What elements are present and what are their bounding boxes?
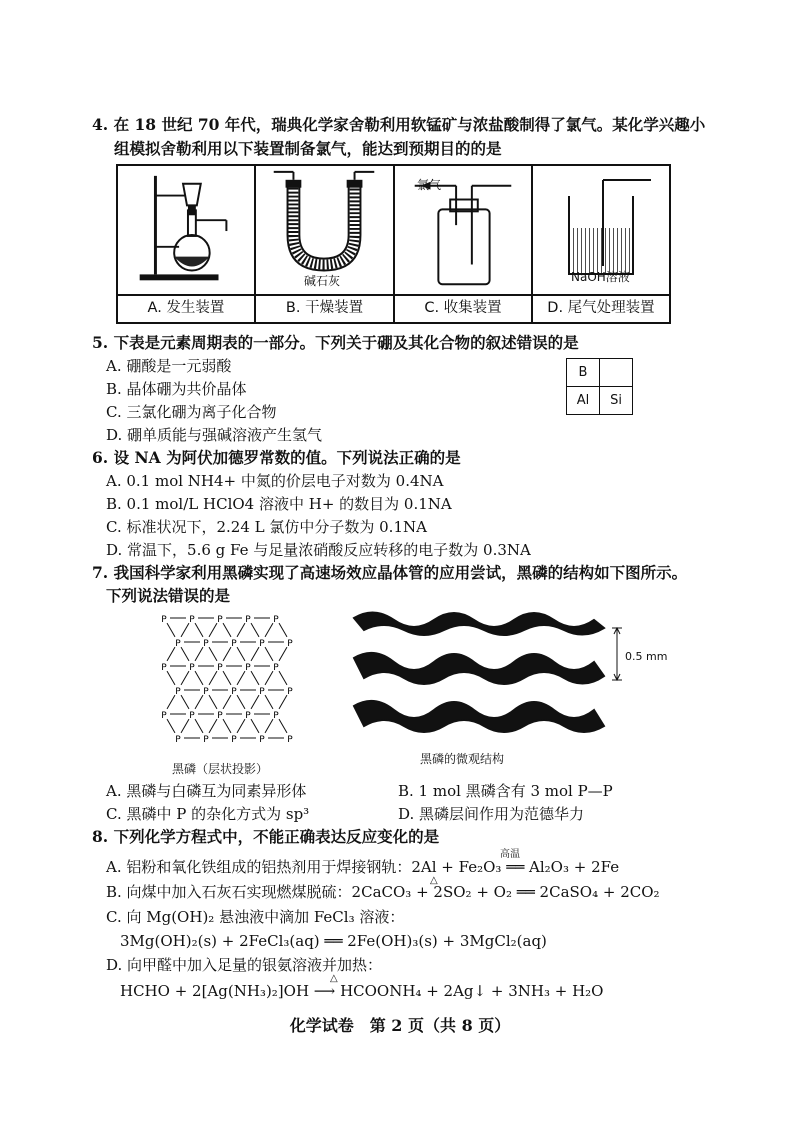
p-atom-label: P xyxy=(287,639,293,649)
p-atom-label: P xyxy=(231,735,237,745)
p-p-bond xyxy=(237,647,245,661)
p-atom-label: P xyxy=(203,687,209,697)
p-atom-label: P xyxy=(287,687,293,697)
q7-stem-line1: 7. 我国科学家利用黑磷实现了高速场效应晶体管的应用尝试，黑磷的结构如下图所示。 xyxy=(92,563,688,582)
q7-option-d: D. 黑磷层间作用为范德华力 xyxy=(398,805,585,823)
q6-option-b: B. 0.1 mol/L HClO4 溶液中 H+ 的数目为 0.1NA xyxy=(106,495,452,513)
p-atom-label: P xyxy=(273,663,279,673)
p-atom-label: P xyxy=(161,711,167,721)
p-atom-label: P xyxy=(217,615,223,625)
naoh-label: NaOH溶液 xyxy=(571,270,630,284)
page-footer: 化学试卷 第 2 页（共 8 页） xyxy=(289,1016,511,1035)
q7-option-c: C. 黑磷中 P 的杂化方式为 sp³ xyxy=(106,805,310,823)
p-atom-label: P xyxy=(259,687,265,697)
apparatus-a-caption: A. 发生装置 xyxy=(118,294,254,322)
p-atom-label: P xyxy=(287,735,293,745)
p-p-bond xyxy=(279,647,287,661)
generation-apparatus-icon xyxy=(118,166,254,292)
periodic-table-fragment xyxy=(566,358,636,418)
q6-option-d: D. 常温下，5.6 g Fe 与足量浓硝酸反应转移的电子数为 0.3NA xyxy=(106,541,531,559)
q5-option-a: A. 硼酸是一元弱酸 xyxy=(106,357,232,375)
p-p-bond xyxy=(181,671,189,685)
q8-option-b: B. 向煤中加入石灰石实现燃煤脱硫：2CaCO₃ + 2SO₂ + O₂ ══ 2CaSO₄ + 2CO₂ xyxy=(106,883,660,901)
p-atom-label: P xyxy=(161,615,167,625)
p-p-bond xyxy=(265,719,273,733)
p-atom-label: P xyxy=(217,663,223,673)
apparatus-b-caption: B. 干燥装置 xyxy=(256,294,393,322)
layer-spacing-label: 0.5 mm xyxy=(625,650,668,663)
q8-option-b-condition: △ xyxy=(430,875,438,886)
q7-caption-right: 黑磷的微观结构 xyxy=(420,752,505,766)
p-p-bond xyxy=(265,623,273,637)
p-p-bond xyxy=(237,719,245,733)
q8-option-a: A. 铝粉和氧化铁组成的铝热剂用于焊接钢轨：2Al + Fe₂O₃ ══ Al₂O₃ + 2Fe xyxy=(106,858,620,876)
black-phosphorus-layers-diagram xyxy=(344,606,644,746)
p-atom-label: P xyxy=(245,663,251,673)
element-al: Al xyxy=(566,386,600,415)
p-atom-label: P xyxy=(273,711,279,721)
q6-option-a: A. 0.1 mol NH4+ 中氮的价层电子对数为 0.4NA xyxy=(106,472,444,490)
p-atom-label: P xyxy=(175,639,181,649)
p-p-bond xyxy=(223,695,231,709)
p-p-bond xyxy=(251,719,259,733)
p-atom-label: P xyxy=(189,663,195,673)
p-p-bond xyxy=(251,647,259,661)
p-p-bond xyxy=(279,623,287,637)
q8-option-d-condition: △ xyxy=(330,973,338,984)
q8-option-d-line1: D. 向甲醛中加入足量的银氨溶液并加热： xyxy=(106,956,383,974)
chlorine-label: 氯气 xyxy=(417,178,442,192)
q7-option-b: B. 1 mol 黑磷含有 3 mol P—P xyxy=(398,782,613,800)
p-p-bond xyxy=(167,647,175,661)
element-b: B xyxy=(566,358,600,387)
p-atom-label: P xyxy=(203,639,209,649)
p-p-bond xyxy=(209,671,217,685)
p-p-bond xyxy=(223,647,231,661)
p-p-bond xyxy=(195,623,203,637)
p-p-bond xyxy=(195,719,203,733)
q5-option-b: B. 晶体硼为共价晶体 xyxy=(106,380,247,398)
p-atom-label: P xyxy=(273,615,279,625)
p-p-bond xyxy=(167,671,175,685)
apparatus-c xyxy=(395,166,533,322)
apparatus-a xyxy=(118,166,256,322)
p-atom-label: P xyxy=(175,735,181,745)
p-p-bond xyxy=(223,623,231,637)
apparatus-d-caption: D. 尾气处理装置 xyxy=(533,294,669,322)
p-p-bond xyxy=(237,695,245,709)
p-atom-label: P xyxy=(231,639,237,649)
q7-stem-line2: 下列说法错误的是 xyxy=(106,586,231,605)
q6-option-c: C. 标准状况下，2.24 L 氯仿中分子数为 0.1NA xyxy=(106,518,427,536)
p-p-bond xyxy=(195,671,203,685)
p-atom-label: P xyxy=(245,615,251,625)
q8-stem: 8. 下列化学方程式中，不能正确表达反应变化的是 xyxy=(92,827,440,846)
black-phosphorus-projection-diagram xyxy=(150,608,300,758)
element-si: Si xyxy=(599,386,633,415)
p-p-bond xyxy=(251,671,259,685)
p-p-bond xyxy=(167,719,175,733)
element-empty xyxy=(599,358,633,387)
apparatus-table xyxy=(116,164,671,324)
p-p-bond xyxy=(181,719,189,733)
p-p-bond xyxy=(195,647,203,661)
q6-stem: 6. 设 NA 为阿伏加德罗常数的值。下列说法正确的是 xyxy=(92,448,461,467)
p-p-bond xyxy=(265,671,273,685)
q5-option-d: D. 硼单质能与强碱溶液产生氢气 xyxy=(106,426,323,444)
q8-option-c-line1: C. 向 Mg(OH)₂ 悬浊液中滴加 FeCl₃ 溶液： xyxy=(106,908,405,926)
p-p-bond xyxy=(279,671,287,685)
p-p-bond xyxy=(181,623,189,637)
q5-option-c: C. 三氯化硼为离子化合物 xyxy=(106,403,277,421)
p-p-bond xyxy=(223,671,231,685)
gas-bottle-icon xyxy=(395,166,531,292)
p-p-bond xyxy=(209,623,217,637)
q4-stem-line2: 组模拟舍勒利用以下装置制备氯气，能达到预期目的的是 xyxy=(114,139,502,158)
p-p-bond xyxy=(195,695,203,709)
apparatus-c-caption: C. 收集装置 xyxy=(395,294,531,322)
p-p-bond xyxy=(181,647,189,661)
q8-option-a-condition: 高温 xyxy=(500,849,520,860)
p-p-bond xyxy=(223,719,231,733)
p-p-bond xyxy=(209,647,217,661)
apparatus-b xyxy=(256,166,395,322)
p-p-bond xyxy=(237,671,245,685)
q8-option-d-line2: HCHO + 2[Ag(NH₃)₂]OH ⟶ HCOONH₄ + 2Ag↓ + 3NH₃ + H₂O xyxy=(120,982,604,1000)
p-atom-label: P xyxy=(175,687,181,697)
p-p-bond xyxy=(167,623,175,637)
p-atom-label: P xyxy=(259,639,265,649)
p-p-bond xyxy=(265,647,273,661)
q7-option-a: A. 黑磷与白磷互为同素异形体 xyxy=(106,782,307,800)
p-atom-label: P xyxy=(259,735,265,745)
q8-option-c-line2: 3Mg(OH)₂(s) + 2FeCl₃(aq) ══ 2Fe(OH)₃(s) + 3MgCl₂(aq) xyxy=(120,932,547,950)
apparatus-d xyxy=(533,166,669,322)
soda-lime-label: 碱石灰 xyxy=(304,274,341,288)
p-atom-label: P xyxy=(189,615,195,625)
p-atom-label: P xyxy=(231,687,237,697)
p-p-bond xyxy=(237,623,245,637)
p-atom-label: P xyxy=(245,711,251,721)
p-p-bond xyxy=(251,623,259,637)
p-atom-label: P xyxy=(217,711,223,721)
q7-caption-left: 黑磷（层状投影） xyxy=(172,762,269,776)
p-p-bond xyxy=(167,695,175,709)
q5-stem: 5. 下表是元素周期表的一部分。下列关于硼及其化合物的叙述错误的是 xyxy=(92,333,579,352)
p-p-bond xyxy=(209,719,217,733)
p-atom-label: P xyxy=(203,735,209,745)
p-atom-label: P xyxy=(161,663,167,673)
p-p-bond xyxy=(279,719,287,733)
q4-stem-line1: 4. 在 18 世纪 70 年代，瑞典化学家舍勒利用软锰矿与浓盐酸制得了氯气。某化学兴趣小 xyxy=(92,115,706,134)
p-p-bond xyxy=(209,695,217,709)
p-p-bond xyxy=(279,695,287,709)
p-p-bond xyxy=(251,695,259,709)
p-p-bond xyxy=(181,695,189,709)
p-p-bond xyxy=(265,695,273,709)
p-atom-label: P xyxy=(189,711,195,721)
